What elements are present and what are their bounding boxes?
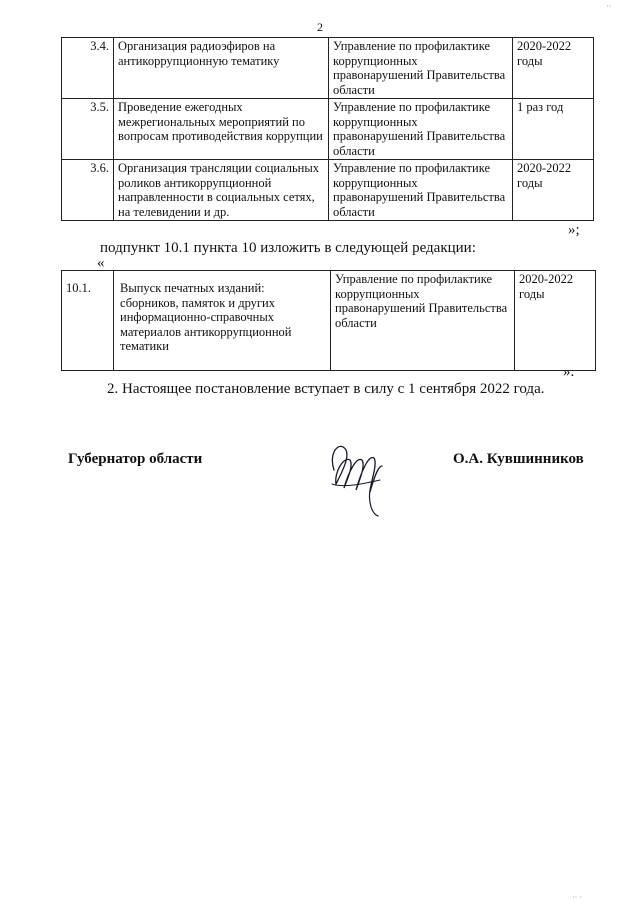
closing-quote: ». <box>563 364 575 380</box>
row-number: 3.6. <box>62 160 114 221</box>
row-term: 2020-2022 годы <box>513 38 594 99</box>
row-executor: Управление по профилактике коррупционных правонарушений Правительства области <box>329 38 513 99</box>
row-term: 2020-2022 годы <box>515 271 596 371</box>
row-measure: Организация трансляции социальных роликов антикоррупционной направленности в социальных сетях, на телевидении и др. <box>114 160 329 221</box>
bottom-mark: ·· · <box>572 893 582 902</box>
table-row <box>62 271 596 371</box>
corner-mark: ·· <box>606 2 612 11</box>
row-executor: Управление по профилактике коррупционных правонарушений Правительства области <box>331 271 515 371</box>
measures-table-top <box>61 37 594 221</box>
closing-quote: »; <box>568 222 580 238</box>
page-number: 2 <box>317 20 323 34</box>
measures-table-bottom <box>61 270 596 371</box>
row-term: 1 раз год <box>513 99 594 160</box>
row-measure: Выпуск печатных изданий: сборников, памяток и других информационно-справочных материалов антикоррупционной тематики <box>114 271 331 371</box>
opening-quote: « <box>97 255 105 271</box>
row-term: 2020-2022 годы <box>513 160 594 221</box>
handwritten-signature <box>326 432 396 522</box>
table-row <box>62 160 594 221</box>
table-row <box>62 99 594 160</box>
row-measure: Проведение ежегодных межрегиональных мероприятий по вопросам противодействия коррупции <box>114 99 329 160</box>
effective-date-clause: 2. Настоящее постановление вступает в силу с 1 сентября 2022 года. <box>107 381 545 397</box>
signatory-name: О.А. Кувшинников <box>453 451 584 467</box>
table-row <box>62 38 594 99</box>
row-number: 3.4. <box>62 38 114 99</box>
row-executor: Управление по профилактике коррупционных правонарушений Правительства области <box>329 160 513 221</box>
row-number: 3.5. <box>62 99 114 160</box>
signatory-title: Губернатор области <box>68 451 203 467</box>
row-measure: Организация радиоэфиров на антикоррупционную тематику <box>114 38 329 99</box>
row-executor: Управление по профилактике коррупционных правонарушений Правительства области <box>329 99 513 160</box>
row-number: 10.1. <box>62 271 114 371</box>
amendment-text: подпункт 10.1 пункта 10 изложить в следующей редакции: <box>100 240 476 256</box>
